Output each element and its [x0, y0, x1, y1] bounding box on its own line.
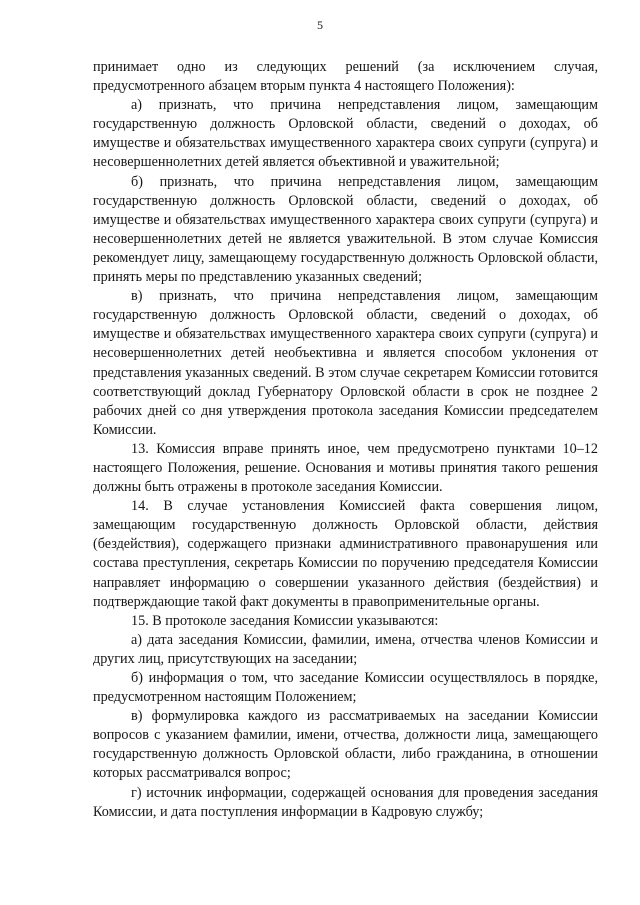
document-body [93, 58, 598, 822]
paragraph-protocol-b: б) информация о том, что заседание Комиссии осуществлялось в порядке, предусмотренном настоящим Положением; [93, 670, 598, 706]
paragraph-protocol-d: г) источник информации, содержащей основания для проведения заседания Комиссии, и дата поступления информации в Кадровую службу; [93, 784, 598, 820]
paragraph-intro: принимает одно из следующих решений (за исключением случая, предусмотренного абзацем вторым пункта 4 настоящего Положения): [93, 59, 598, 95]
paragraph-protocol-a: а) дата заседания Комиссии, фамилии, имена, отчества членов Комиссии и других лиц, присутствующих на заседании; [93, 631, 598, 667]
paragraph-item-13: 13. Комиссия вправе принять иное, чем предусмотрено пунктами 10–12 настоящего Положения, решение. Основания и мотивы принятия такого решения должны быть отражены в протоколе заседания Комиссии. [93, 440, 598, 496]
paragraph-protocol-c: в) формулировка каждого из рассматриваемых на заседании Комиссии вопросов с указанием фамилии, имени, отчества, должности лица, замещающего государственную должность Орловской области, либо гражданина, в отношении которых рассматривался вопрос; [93, 708, 598, 782]
paragraph-decision-c: в) признать, что причина непредставления лицом, замещающим государственную должность Орловской области, сведений о доходах, об имуществе и обязательствах имущественного характера своих супруги (супруга) и несовершеннолетних детей необъективна и является способом уклонения от представления указанных сведений. В этом случае секретарем Комиссии готовится соответствующий доклад Губернатору Орловской области в срок не позднее 2 рабочих дней со дня утверждения протокола заседания Комиссии председателем Комиссии. [93, 288, 598, 438]
paragraph-item-15: 15. В протоколе заседания Комиссии указываются: [131, 612, 439, 629]
paragraph-decision-a: а) признать, что причина непредставления лицом, замещающим государственную должность Орловской области, сведений о доходах, об имуществе и обязательствах имущественного характера своих супруги (супруга) и несовершеннолетних детей является объективной и уважительной; [93, 97, 598, 171]
paragraph-item-14: 14. В случае установления Комиссией факта совершения лицом, замещающим государственную должность Орловской области, действия (бездействия), содержащего признаки административного правонарушения или состава преступления, секретарь Комиссии по поручению председателя Комиссии направляет информацию о совершении указанного действия (бездействия) и подтверждающие такой факт документы в правоприменительные органы. [93, 498, 598, 610]
page-number: 5 [317, 18, 323, 32]
paragraph-decision-b: б) признать, что причина непредставления лицом, замещающим государственную должность Орловской области, сведений о доходах, об имуществе и обязательствах имущественного характера своих супруги (супруга) и несовершеннолетних детей не является уважительной. В этом случае Комиссия рекомендует лицу, замещающему государственную должность Орловской области, принять меры по представлению указанных сведений; [93, 173, 598, 286]
